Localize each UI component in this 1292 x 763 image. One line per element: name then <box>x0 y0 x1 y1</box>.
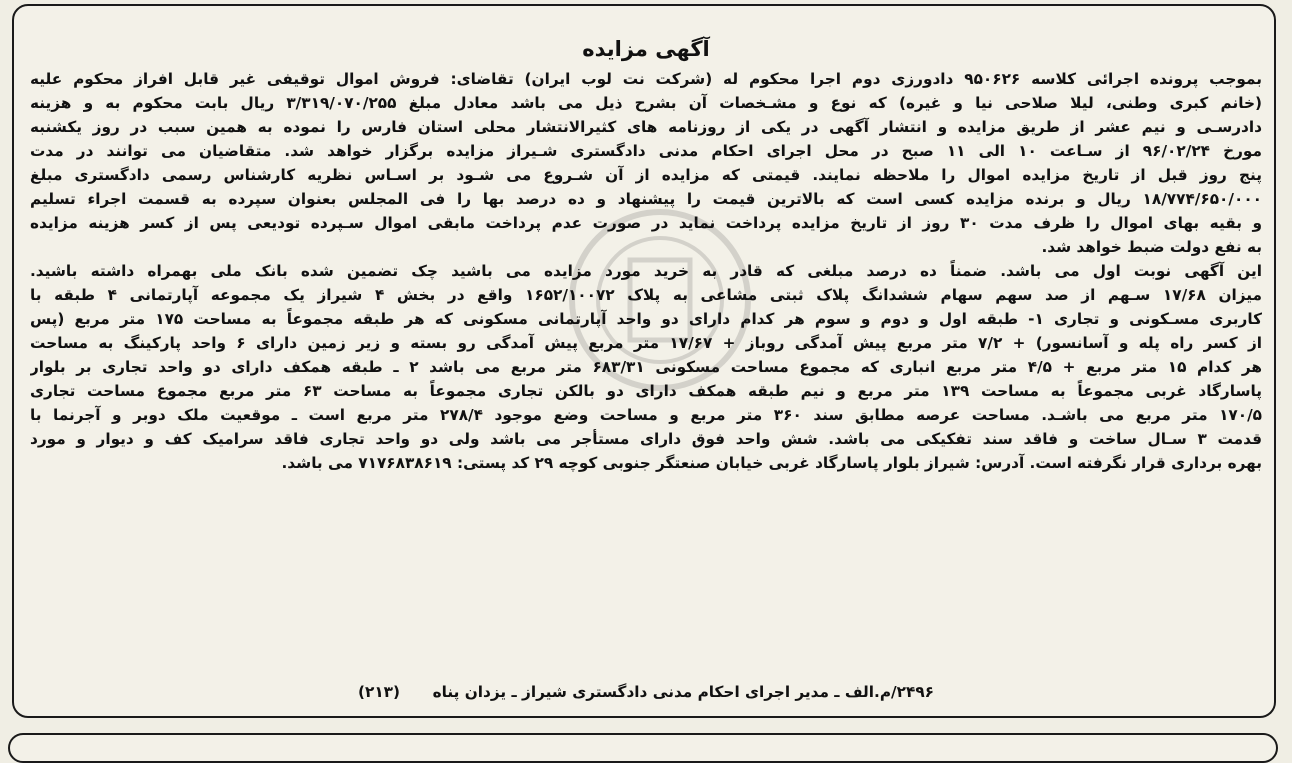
notice-line: میزان ۱۷/۶۸ سـهم از صد سهم سهام ششدانگ پلاک ثبتی مشاعی به پلاک ۱۶۵۲/۱۰۰۷۲ واقع در بخش ۴ شیراز یک مجموعه آپارتمانی ۴ طبقه با <box>30 286 1262 304</box>
notice-line: این آگهی نوبت اول می باشد. ضمناً ده درصد مبلغی که قادر به خرید مورد مزایده می باشید چک تضمین شده بانک ملی بهمراه داشته باشید. <box>30 262 1262 280</box>
notice-line: (خانم کبری وطنی، لیلا صلاحی نیا و غیره) که نوع و مشـخصات آن بشرح ذیل می باشد معادل مبلغ ۳/۳۱۹/۰۷۰/۲۵۵ ریال بابت محکوم به و هزینه <box>30 94 1262 112</box>
notice-line: پاسارگاد غربی مجموعاً به مساحت ۱۳۹ متر مربع و نیم طبقه همکف دارای دو بالکن تجاری مجموعاً به مساحت ۶۳ متر مربع مجموع مساحت تجاری <box>30 382 1262 400</box>
notice-line: مورخ ۹۶/۰۲/۲۴ از سـاعت ۱۰ الی ۱۱ صبح در محل اجرای احکام مدنی دادگستری شـیراز مزایده برگزار خواهد شد. متقاضیان می توانند در مدت <box>30 142 1262 160</box>
footer-signature: ۲۴۹۶/م.الف ـ مدیر اجرای احکام مدنی دادگستری شیراز ـ یزدان پناه <box>432 683 935 701</box>
notice-body <box>30 67 1262 475</box>
notice-line: بهره برداری قرار نگرفته است. آدرس: شیراز بلوار پاسارگاد غربی خیابان صنعتگر جنوبی کوچه ۲۹ کد پستی: ۷۱۷۶۸۳۸۶۱۹ می باشد. <box>281 454 1262 472</box>
footer-code: (۲۱۳) <box>357 683 400 701</box>
next-notice-frame <box>8 733 1278 763</box>
notice-line: دادرسـی و نیم عشر از طریق مزایده و انتشار آگهی در یکی از روزنامه های کثیرالانتشار محلی استان فارس را نموده به همین سبب در روز یکشنبه <box>30 118 1262 136</box>
notice-line: کاربری مسـکونی و تجاری ۱- طبقه اول و دوم و سوم هر کدام دارای دو واحد آپارتمانی مسکونی که هر طبقه مجموعاً به مساحت ۱۷۵ متر مربع (پس <box>30 310 1262 328</box>
notice-line: ۱۸/۷۷۴/۶۵۰/۰۰۰ ریال و برنده مزایده کسی است که بالاترین قیمت را پیشنهاد و ده درصد بها را فی المجلس بعنوان سپرده به قسمت اجراء تسلیم <box>30 190 1262 208</box>
notice-line: قدمت ۳ سـال ساخت و فاقد سند تفکیکی می باشد. شش واحد فوق دارای مستأجر می باشد ولی دو واحد تجاری فاقد سرامیک کف و دیوار و مورد <box>30 430 1262 448</box>
notice-line: پنج روز قبل از تاریخ مزایده اموال را ملاحظه نمایند. قیمتی که مزایده از آن شـروع می شـود بر اسـاس نظریه کارشناس رسمی دادگستری مبلغ <box>30 166 1262 184</box>
notice-line: بموجب پرونده اجرائی کلاسه ۹۵۰۶۲۶ دادورزی دوم اجرا محکوم له (شرکت نت لوب ایران) تقاضای: فروش اموال توقیفی غیر قابل افراز محکوم علیه <box>30 70 1262 88</box>
notice-line: هر کدام ۱۵ متر مربع + ۴/۵ متر مربع انباری که مجموع مساحت مسکونی ۶۸۳/۳۱ متر مربع می باشد ۲ ـ طبقه همکف دارای دو واحد تجاری بر بلوار <box>30 358 1262 376</box>
notice-line: ۱۷۰/۵ متر مربع می باشـد. مساحت عرصه مطابق سند ۳۶۰ متر مربع و مساحت وضع موجود ۲۷۸/۴ متر مربع است ـ موقعیت ملک دوبر و آجرنما با <box>30 406 1262 424</box>
notice-title: آگهی مزایده <box>582 37 710 61</box>
notice-line: از کسر راه پله و آسانسور) + ۷/۲ متر مربع پیش آمدگی روباز + ۱۷/۶۷ متر مربع پیش آمدگی رو بسته و زیر زمین دارای ۶ واحد پارکینگ به مساحت <box>30 334 1262 352</box>
notice-line: و بقیه بهای اموال را ظرف مدت ۳۰ روز از تاریخ مزایده پرداخت نماید در صورت عدم پرداخت مابقی اموال سـپرده تودیعی پس از کسر هزینه مزایده <box>30 214 1262 232</box>
notice-line: به نفع دولت ضبط خواهد شد. <box>1041 238 1262 256</box>
notice-footer <box>0 679 1292 705</box>
